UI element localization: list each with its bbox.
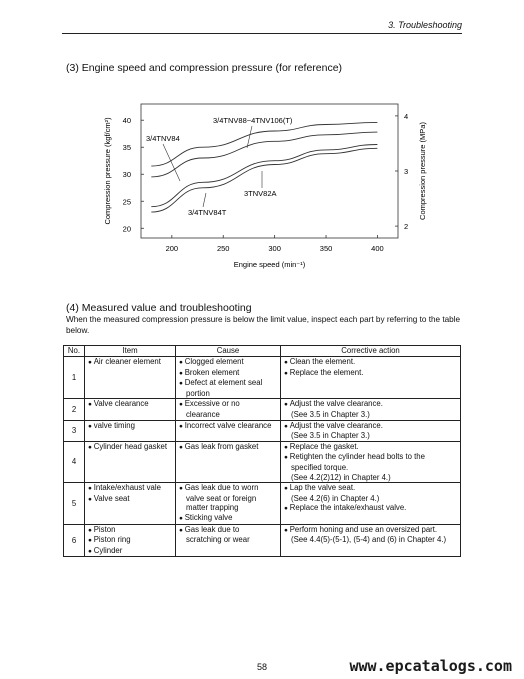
cause-line: ● Gas leak due to worn [179, 483, 277, 494]
cell-action [281, 399, 461, 420]
action-line: (See 3.5 in Chapter 3.) [291, 409, 370, 419]
cell-action [281, 357, 461, 399]
y-tick-label-left: 25 [122, 197, 131, 207]
cause-line: ● Gas leak from gasket [179, 442, 277, 453]
cell-cause [176, 483, 281, 524]
y-tick-label-right: 4 [404, 111, 409, 121]
table-row [64, 420, 461, 441]
series-annotation: 3/4TNV88~4TNV106(T) [213, 116, 293, 125]
row-number: 2 [64, 399, 85, 420]
x-axis-label: Engine speed (min⁻¹) [233, 260, 306, 269]
section-4-intro: When the measured compression pressure is below the limit value, inspect each part by referring to the table below. [66, 315, 461, 335]
cell-cause [176, 399, 281, 420]
action-line: ● Clean the element. [284, 357, 457, 368]
cell-cause [176, 441, 281, 482]
cell-item [85, 420, 176, 441]
cause-line: ● Excessive or no [179, 399, 277, 410]
row-number: 5 [64, 483, 85, 524]
cell-cause [176, 357, 281, 399]
cell-cause [176, 524, 281, 557]
x-tick-label: 400 [371, 244, 384, 253]
series-annotation: 3/4TNV84 [146, 134, 180, 143]
action-line: ● Adjust the valve clearance. [284, 399, 457, 410]
action-line: (See 4.2(2)12) in Chapter 4.) [291, 472, 391, 482]
y-tick-label-right: 3 [404, 167, 409, 176]
cell-item [85, 399, 176, 420]
row-number: 1 [64, 357, 85, 399]
watermark: www.epcatalogs.com [349, 657, 512, 675]
series-annotation: 3TNV82A [244, 189, 277, 198]
action-line: (See 4.2(6) in Chapter 4.) [291, 493, 380, 503]
table-row [64, 399, 461, 420]
x-tick-label: 200 [165, 244, 179, 253]
action-line: specified torque. [291, 462, 349, 472]
cell-action [281, 524, 461, 557]
item-line: ● Valve clearance [88, 399, 172, 410]
cause-line: ● Gas leak due to [179, 525, 277, 536]
cell-action [281, 483, 461, 524]
cause-line: ● Defect at element seal [179, 378, 277, 389]
row-number: 4 [64, 441, 85, 482]
table-row [64, 524, 461, 557]
table-row [64, 357, 461, 399]
action-line: ● Replace the element. [284, 368, 457, 379]
action-line: (See 3.5 in Chapter 3.) [291, 431, 370, 441]
item-line: ● Intake/exhaust vale [88, 483, 172, 494]
col-header-action: Corrective action [281, 346, 461, 357]
cause-line: clearance [186, 409, 220, 419]
cause-line: ● Broken element [179, 368, 277, 379]
item-line: ● Piston [88, 525, 172, 536]
col-header-item: Item [85, 346, 176, 357]
annotation-leader [163, 144, 180, 181]
series-line-3 [151, 148, 377, 212]
action-line: ● Perform honing and use an oversized part. [284, 525, 457, 536]
page-number: 58 [256, 662, 267, 672]
cell-item [85, 357, 176, 399]
table-row [64, 483, 461, 524]
y-axis-label-left: Compression pressure (kgf/cm²) [103, 117, 112, 225]
item-line: ● Piston ring [88, 535, 172, 546]
cell-cause [176, 420, 281, 441]
action-line: ● Retighten the cylinder head bolts to the [284, 452, 457, 463]
series-line-0 [151, 122, 377, 166]
table-row [64, 441, 461, 482]
cell-action [281, 420, 461, 441]
row-number: 3 [64, 420, 85, 441]
item-line: ● Air cleaner element [88, 357, 172, 368]
series-line-1 [151, 132, 377, 177]
annotation-leader [203, 193, 206, 207]
item-line: ● Cylinder [88, 546, 172, 557]
y-tick-label-left: 40 [122, 116, 131, 126]
col-header-no: No. [64, 346, 85, 357]
cause-line: ● Clogged element [179, 357, 277, 368]
cause-line: ● Incorrect valve clearance [179, 421, 277, 432]
compression-chart [0, 0, 524, 300]
cause-line: valve seat or foreign [186, 493, 257, 503]
cell-item [85, 441, 176, 482]
y-tick-label-left: 30 [122, 170, 131, 180]
action-line: ● Lap the valve seat. [284, 483, 457, 494]
cell-item [85, 524, 176, 557]
row-number: 6 [64, 524, 85, 557]
running-header: 3. Troubleshooting [388, 20, 462, 30]
table-header-row [64, 346, 461, 357]
cell-item [85, 483, 176, 524]
y-tick-label-right: 2 [404, 222, 409, 232]
series-annotation: 3/4TNV84T [188, 208, 227, 217]
section-4-title: (4) Measured value and troubleshooting [66, 302, 252, 314]
cause-line: ● Sticking valve [179, 513, 277, 524]
y-tick-label-left: 20 [122, 224, 131, 234]
item-line: ● Valve seat [88, 494, 172, 505]
cause-line: matter trapping [186, 503, 239, 513]
item-line: ● valve timing [88, 421, 172, 432]
troubleshooting-table [63, 345, 461, 557]
x-tick-label: 350 [319, 244, 333, 253]
y-axis-label-right: Compression pressure (MPa) [418, 122, 427, 220]
action-line: ● Replace the intake/exhaust valve. [284, 503, 457, 514]
action-line: ● Replace the gasket. [284, 442, 457, 453]
x-tick-label: 300 [268, 244, 281, 253]
section-3-title: (3) Engine speed and compression pressure (for reference) [66, 62, 343, 74]
item-line: ● Cylinder head gasket [88, 442, 172, 453]
action-line: ● Adjust the valve clearance. [284, 421, 457, 432]
cause-line: scratching or wear [186, 535, 250, 545]
cause-line: portion [186, 388, 210, 398]
action-line: (See 4.4(5)-(5-1), (5-4) and (6) in Chapter 4.) [291, 535, 447, 545]
y-tick-label-left: 35 [122, 143, 131, 153]
x-tick-label: 250 [216, 244, 230, 253]
col-header-cause: Cause [176, 346, 281, 357]
cell-action [281, 441, 461, 482]
